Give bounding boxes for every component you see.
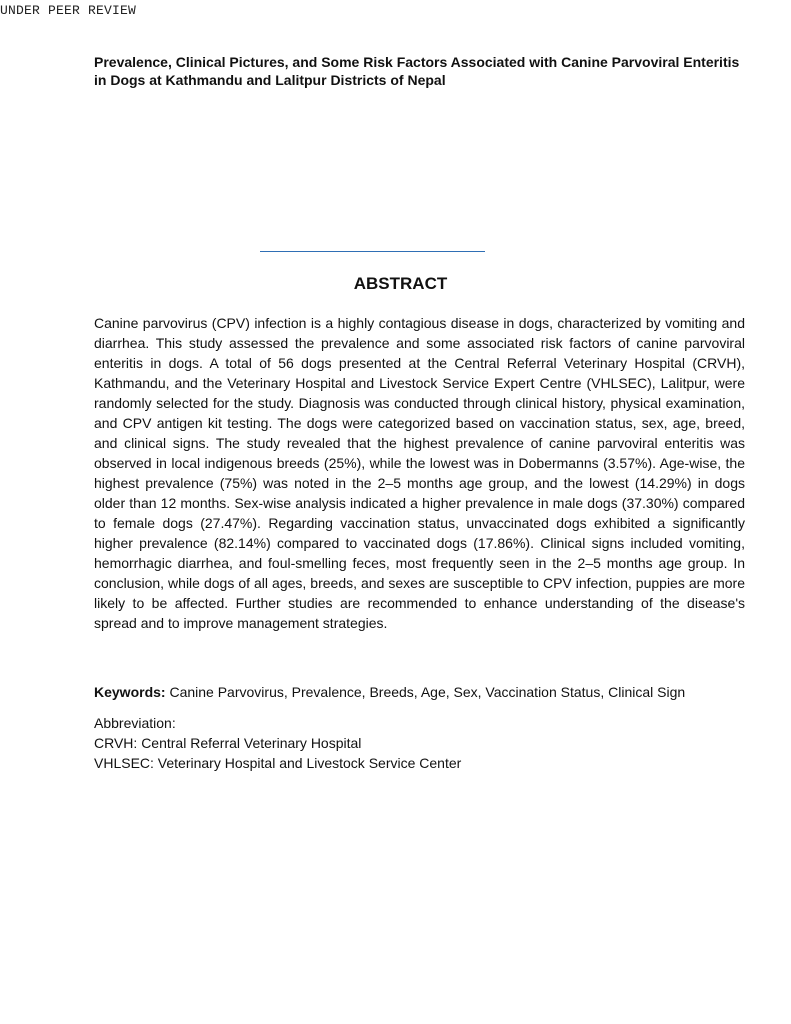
paper-title: Prevalence, Clinical Pictures, and Some Risk Factors Associated with Canine Parvoviral Enteritis in Dogs at Kathmandu and Lalitpur Districts of Nepal	[94, 54, 740, 88]
abstract-body: Canine parvovirus (CPV) infection is a highly contagious disease in dogs, characterized by vomiting and diarrhea. This study assessed the prevalence and some associated risk factors of canine parvoviral enteritis in dogs. A total of 56 dogs presented at the Central Referral Veterinary Hospital (CRVH), Kathmandu, and the Veterinary Hospital and Livestock Service Expert Centre (VHLSEC), Lalitpur, were randomly selected for the study. Diagnosis was conducted through clinical history, physical examination, and CPV antigen kit testing. The dogs were categorized based on vaccination status, sex, age, breed, and clinical signs. The study revealed that the highest prevalence of canine parvoviral enteritis was observed in local indigenous breeds (25%), while the lowest was in Dobermanns (3.57%). Age-wise, the highest prevalence (75%) was noted in the 2–5 months age group, and the lowest (14.29%) in dogs older than 12 months. Sex-wise analysis indicated a higher prevalence in male dogs (37.30%) compared to female dogs (27.47%). Regarding vaccination status, unvaccinated dogs exhibited a significantly higher prevalence (82.14%) compared to vaccinated dogs (17.86%). Clinical signs included vomiting, hemorrhagic diarrhea, and foul-smelling feces, most frequently seen in the 2–5 months age group. In conclusion, while dogs of all ages, breeds, and sexes are susceptible to CPV infection, puppies are more likely to be affected. Further studies are recommended to enhance understanding of the disease's spread and to improve management strategies.	[94, 315, 745, 631]
keywords-label: Keywords:	[94, 684, 166, 700]
abbreviations-section	[94, 713, 754, 773]
abstract-heading: ABSTRACT	[353, 274, 448, 293]
abbreviation-item-crvh: CRVH: Central Referral Veterinary Hospital	[94, 735, 362, 751]
section-divider	[260, 251, 485, 252]
peer-review-label: UNDER PEER REVIEW	[0, 3, 137, 18]
keywords-text: Canine Parvovirus, Prevalence, Breeds, Age, Sex, Vaccination Status, Clinical Sign	[165, 684, 686, 700]
abbreviation-item-vhlsec: VHLSEC: Veterinary Hospital and Livestock Service Center	[94, 755, 462, 771]
abbreviation-heading: Abbreviation:	[94, 715, 176, 731]
keywords-line	[94, 682, 754, 702]
